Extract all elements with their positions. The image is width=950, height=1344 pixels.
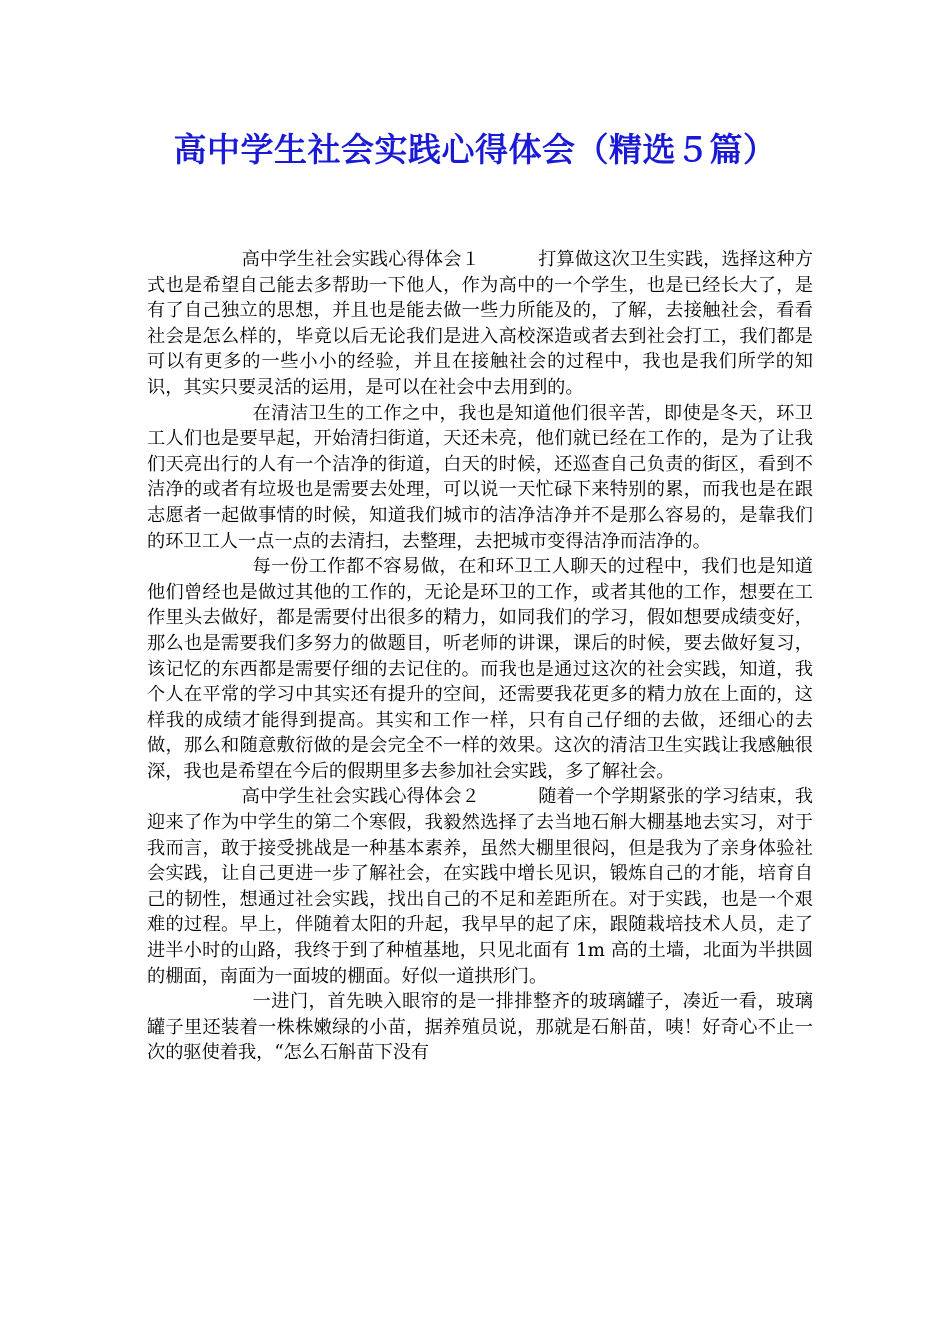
section-heading-1: 高中学生社会实践心得体会１ xyxy=(241,249,480,270)
paragraph-1 xyxy=(147,247,813,401)
paragraph-3: 每一份工作都不容易做，在和环卫工人聊天的过程中，我们也是知道他们曾经也是做过其他的工作的，无论是环卫的工作，或者其他的工作，想要在工作里头去做好，都是需要付出很多的精力，如同我们的学习，假如想要成绩变好，那么也是需要我们多努力的做题目，听老师的讲课，课后的时候，要去做好复习，该记忆的东西都是需要仔细的去记住的。而我也是通过这次的社会实践，知道，我个人在平常的学习中其实还有提升的空间，还需要我花更多的精力放在上面的，这样我的成绩才能得到提高。其实和工作一样，只有自己仔细的去做，还细心的去做，那么和随意敷衍做的是会完全不一样的效果。这次的清洁卫生实践让我感触很深，我也是希望在今后的假期里多去参加社会实践，多了解社会。 xyxy=(147,556,813,782)
section-heading-2: 高中学生社会实践心得体会２ xyxy=(241,786,480,808)
document-title: 高中学生社会实践心得体会（精选５篇） xyxy=(173,130,777,169)
paragraph-2: 在清洁卫生的工作之中，我也是知道他们很辛苦，即使是冬天，环卫工人们也是要早起，开始清扫街道，天还未亮，他们就已经在工作的，是为了让我们天亮出行的人有一个洁净的街道，白天的时候，还巡查自己负责的街区，看到不洁净的或者有垃圾也是需要去处理，可以说一天忙碌下来特别的累，而我也是在跟志愿者一起做事情的时候，知道我们城市的洁净洁净并不是那么容易的，是靠我们的环卫工人一点一点的去清扫，去整理，去把城市变得洁净而洁净的。 xyxy=(147,402,813,552)
paragraph-4 xyxy=(147,784,813,989)
paragraph-1-text: 打算做这次卫生实践，选择这种方式也是希望自己能去多帮助一下他人，作为高中的一个学生，也是已经长大了，是有了自己独立的思想，并且也是能去做一些力所能及的，了解，去接触社会，看看社会是怎么样的，毕竟以后无论我们是进入高校深造或者去到社会打工，我们都是可以有更多的一些小小的经验，并且在接触社会的过程中，我也是我们所学的知识，其实只要灵活的运用，是可以在社会中去用到的。 xyxy=(147,249,813,398)
paragraph-5: 一进门，首先映入眼帘的是一排排整齐的玻璃罐子，凑近一看，玻璃罐子里还装着一株株嫩绿的小苗，据养殖员说，那就是石斛苗，咦！好奇心不止一次的驱使着我，“怎么石斛苗下没有 xyxy=(147,991,813,1064)
paragraph-4-text: 随着一个学期紧张的学习结束，我迎来了作为中学生的第二个寒假，我毅然选择了去当地石斛大棚基地去实习，对于我而言，敢于接受挑战是一种基本素养，虽然大棚里很闷，但是我为了亲身体验社会实践，让自己更进一步了解社会，在实践中增长见识，锻炼自己的才能，培育自己的韧性，想通过社会实践，找出自己的不足和差距所在。对于实践，也是一个艰难的过程。早上，伴随着太阳的升起，我早早的起了床，跟随栽培技术人员，走了进半小时的山路，我终于到了种植基地，只见北面有 1m 高的土墙，北面为半拱圆的棚面，南面为一面坡的棚面。好似一道拱形门。 xyxy=(147,786,813,987)
document-body xyxy=(147,247,813,1066)
